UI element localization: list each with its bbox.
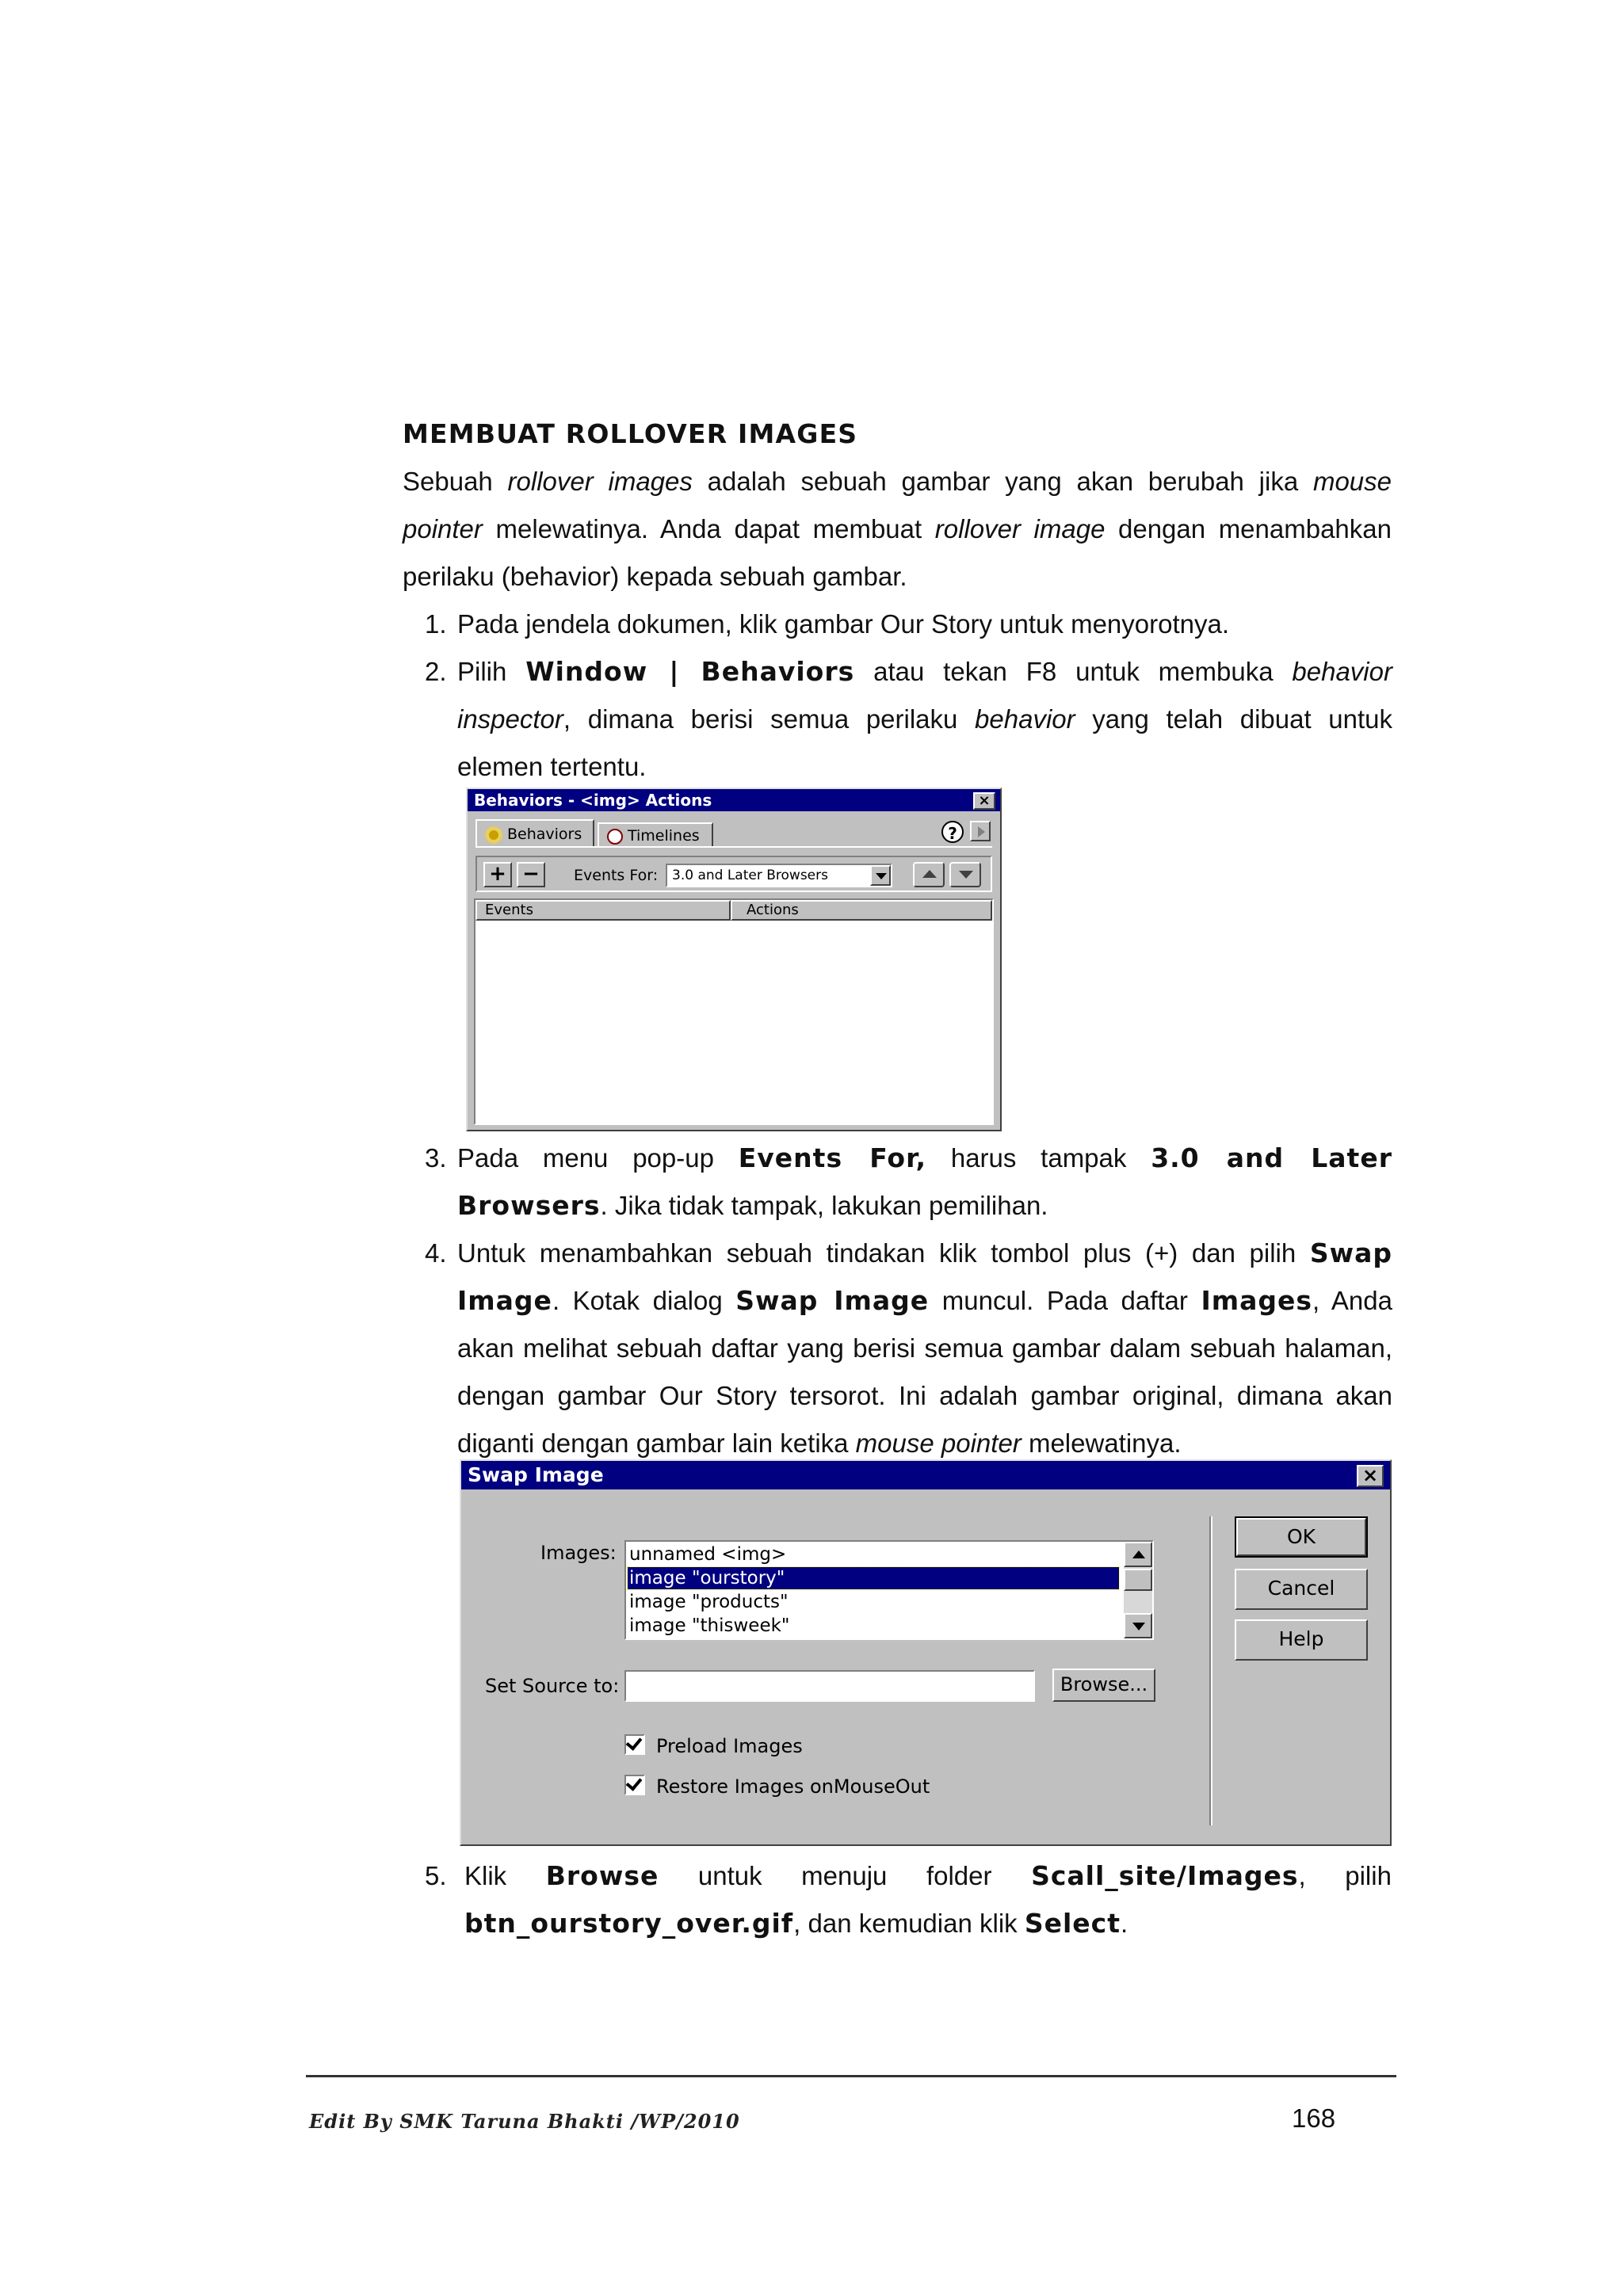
step-2-text bbox=[457, 648, 1392, 791]
step-4-text-3: muncul. Pada daftar bbox=[929, 1286, 1201, 1315]
step-5-line-1 bbox=[464, 1852, 1392, 1900]
intro-italic-1: rollover images bbox=[507, 467, 693, 496]
column-header-actions[interactable]: Actions bbox=[731, 900, 992, 921]
dialog-separator bbox=[1209, 1516, 1212, 1825]
footer-credit: Edit By SMK Taruna Bhakti /WP/2010 bbox=[309, 2110, 740, 2133]
tab-timelines[interactable] bbox=[598, 822, 713, 846]
scroll-thumb[interactable] bbox=[1124, 1569, 1152, 1591]
help-button[interactable]: Help bbox=[1235, 1619, 1368, 1661]
arrow-up-icon bbox=[922, 870, 937, 878]
images-listbox[interactable] bbox=[624, 1540, 1154, 1640]
intro-paragraph bbox=[403, 458, 1392, 601]
events-for-value: 3.0 and Later Browsers bbox=[672, 868, 828, 883]
section-heading: MEMBUAT ROLLOVER IMAGES bbox=[403, 418, 858, 449]
step-3-text-3: . Jika tidak tampak, lakukan pemilihan. bbox=[600, 1191, 1048, 1220]
step-3-bold-1: Events For, bbox=[738, 1142, 927, 1173]
step-5-word: Klik bbox=[464, 1861, 507, 1890]
behaviors-close-button[interactable]: × bbox=[973, 792, 995, 810]
step-4-text bbox=[457, 1230, 1392, 1467]
step-5-bold-folder: Scall_site/Images bbox=[1031, 1860, 1299, 1891]
step-5-line-2 bbox=[464, 1900, 1392, 1947]
events-for-select[interactable] bbox=[666, 864, 892, 887]
tab-behaviors[interactable] bbox=[475, 819, 594, 846]
preload-images-label: Preload Images bbox=[656, 1735, 803, 1757]
ok-button-face: OK bbox=[1236, 1518, 1366, 1556]
arrow-right-icon bbox=[978, 826, 985, 837]
step-4-text-1: Untuk menambahkan sebuah tindakan klik tombol plus (+) dan pilih bbox=[457, 1238, 1310, 1268]
page-number: 168 bbox=[1292, 2103, 1336, 2133]
step-5-bold-browse: Browse bbox=[545, 1860, 659, 1891]
intro-text-3: melewatinya. Anda dapat membuat bbox=[482, 514, 935, 543]
behaviors-title: Behaviors - <img> Actions bbox=[474, 791, 712, 810]
tab-divider bbox=[475, 846, 992, 848]
step-4-number: 4. bbox=[425, 1238, 447, 1268]
step-4-text-5: melewatinya. bbox=[1021, 1428, 1182, 1458]
restore-images-label: Restore Images onMouseOut bbox=[656, 1775, 930, 1798]
step-5-text-2: . bbox=[1121, 1909, 1128, 1938]
step-5-folder bbox=[1031, 1852, 1306, 1900]
step-3-number: 3. bbox=[425, 1143, 447, 1173]
intro-text-4: dengan menambahkan perilaku (behavior) kepada sebuah gambar. bbox=[403, 514, 1392, 591]
set-source-input[interactable] bbox=[624, 1670, 1035, 1702]
tab-behaviors-label: Behaviors bbox=[507, 826, 582, 843]
step-5-comma: , bbox=[1298, 1861, 1306, 1890]
intro-italic-2: mouse pointer bbox=[403, 467, 1392, 543]
checkmark-icon bbox=[626, 1733, 643, 1751]
ok-button[interactable] bbox=[1235, 1516, 1368, 1558]
step-4-text-4: , Anda akan melihat sebuah daftar yang berisi semua gambar dalam sebuah halaman, dengan gambar Our Story tersorot. Ini adalah gambar original, dimana akan diganti dengan gambar lain ketika bbox=[457, 1286, 1392, 1458]
swap-image-dialog bbox=[460, 1459, 1392, 1846]
remove-behavior-button[interactable]: − bbox=[517, 862, 545, 887]
images-list-item-selected[interactable]: image "ourstory" bbox=[628, 1567, 1119, 1589]
behaviors-window bbox=[466, 788, 1002, 1131]
step-5-word: menuju bbox=[801, 1861, 888, 1890]
step-2-italic-1: behavior inspector bbox=[457, 657, 1392, 734]
cancel-button[interactable]: Cancel bbox=[1235, 1569, 1368, 1610]
add-behavior-button[interactable]: + bbox=[483, 862, 512, 887]
intro-italic-3: rollover image bbox=[934, 514, 1106, 543]
step-2-text-1: Pilih bbox=[457, 657, 526, 686]
step-3-text-1: Pada menu pop-up bbox=[457, 1143, 739, 1173]
help-icon[interactable]: ? bbox=[941, 821, 964, 843]
step-5-number: 5. bbox=[425, 1861, 447, 1890]
restore-images-checkbox[interactable] bbox=[624, 1775, 645, 1795]
step-2-text-2: atau tekan F8 untuk membuka bbox=[854, 657, 1293, 686]
step-5-text-1: , dan kemudian klik bbox=[793, 1909, 1025, 1938]
intro-text-1: Sebuah bbox=[403, 467, 508, 496]
clock-icon bbox=[607, 829, 623, 845]
arrow-down-icon bbox=[1132, 1623, 1145, 1630]
step-3-text bbox=[457, 1135, 1392, 1230]
swap-image-close-button[interactable]: × bbox=[1357, 1465, 1384, 1487]
step-2-bold-1: Window | Behaviors bbox=[525, 656, 855, 687]
scroll-up-button[interactable] bbox=[1124, 1542, 1152, 1567]
step-1-number: 1. bbox=[425, 609, 447, 639]
step-4-italic-1: mouse pointer bbox=[855, 1428, 1022, 1458]
browse-button[interactable]: Browse... bbox=[1052, 1669, 1155, 1702]
step-5-bold-file: btn_ourstory_over.gif bbox=[464, 1908, 794, 1939]
step-5-word: pilih bbox=[1345, 1861, 1392, 1890]
images-label: Images: bbox=[540, 1542, 617, 1564]
column-header-events[interactable]: Events bbox=[475, 900, 731, 921]
set-source-label: Set Source to: bbox=[485, 1675, 620, 1697]
swap-image-titlebar bbox=[461, 1461, 1390, 1489]
intro-text-2: adalah sebuah gambar yang akan berubah jika bbox=[692, 467, 1313, 496]
behaviors-list[interactable] bbox=[474, 898, 994, 1125]
preload-images-checkbox[interactable] bbox=[624, 1734, 645, 1755]
step-2-text-4: yang telah dibuat untuk elemen tertentu. bbox=[457, 704, 1393, 781]
step-4-text-2: . Kotak dialog bbox=[552, 1286, 736, 1315]
step-2-italic-2: behavior bbox=[975, 704, 1075, 734]
tab-timelines-label: Timelines bbox=[628, 827, 700, 845]
dropdown-button[interactable] bbox=[870, 865, 891, 886]
gear-icon bbox=[485, 826, 502, 844]
arrow-up-icon bbox=[1132, 1550, 1145, 1558]
step-2-text-3: , dimana berisi semua perilaku bbox=[563, 704, 976, 734]
footer-rule bbox=[306, 2075, 1396, 2077]
behaviors-titlebar bbox=[468, 789, 1000, 811]
images-list-item[interactable]: unnamed <img> bbox=[629, 1544, 787, 1565]
checkmark-icon bbox=[626, 1774, 643, 1791]
scroll-down-button[interactable] bbox=[1124, 1613, 1152, 1638]
step-5-word: untuk bbox=[697, 1861, 762, 1890]
events-for-label: Events For: bbox=[574, 867, 659, 884]
step-2-number: 2. bbox=[425, 657, 447, 686]
step-4-bold-2: Swap Image bbox=[735, 1285, 930, 1316]
images-scrollbar[interactable] bbox=[1124, 1542, 1152, 1638]
images-list-item[interactable]: image "products" bbox=[629, 1592, 789, 1612]
step-4-bold-1: Swap Image bbox=[457, 1238, 1392, 1316]
step-3-text-2: harus tampak bbox=[926, 1143, 1151, 1173]
step-1-text: Pada jendela dokumen, klik gambar Our Story untuk menyorotnya. bbox=[457, 609, 1230, 639]
step-5-bold-select: Select bbox=[1024, 1908, 1121, 1939]
swap-image-title: Swap Image bbox=[468, 1463, 604, 1486]
step-5-word: folder bbox=[926, 1861, 992, 1890]
move-up-button[interactable] bbox=[913, 862, 945, 887]
panel-menu-button[interactable] bbox=[970, 821, 991, 841]
chevron-down-icon bbox=[876, 873, 887, 879]
arrow-down-icon bbox=[959, 871, 973, 879]
step-3-bold-2: 3.0 and Later Browsers bbox=[457, 1142, 1392, 1221]
move-down-button[interactable] bbox=[949, 862, 981, 887]
images-list-item[interactable]: image "thisweek" bbox=[629, 1615, 790, 1636]
step-4-bold-3: Images bbox=[1201, 1285, 1313, 1316]
